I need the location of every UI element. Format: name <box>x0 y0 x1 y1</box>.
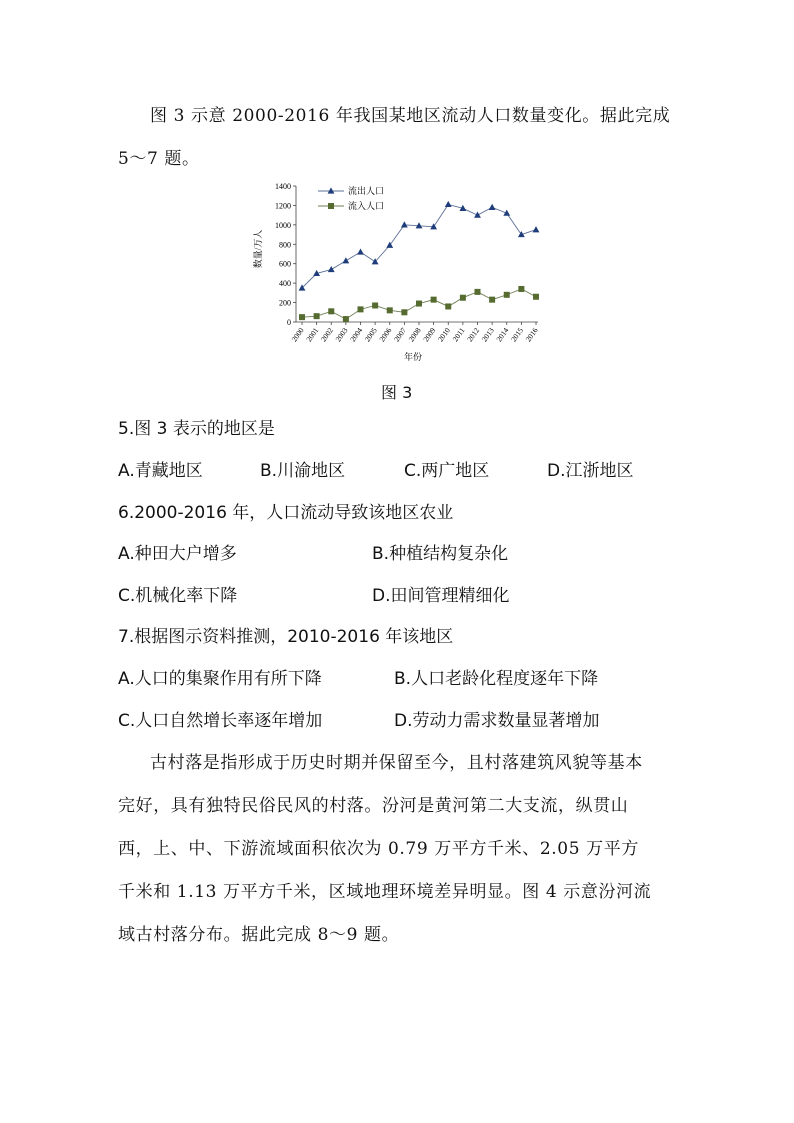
x-tick-label: 2013 <box>479 325 496 344</box>
outflow-point <box>328 266 335 272</box>
q6-option-a[interactable]: A.种田大户增多 <box>118 544 237 564</box>
intro2-line5: 域古村落分布。据此完成 8～9 题。 <box>118 925 400 945</box>
intro2-line2: 完好，具有独特民俗民风的村落。汾河是黄河第二大支流，纵贯山 <box>118 796 629 816</box>
x-tick-label: 2010 <box>435 325 452 344</box>
question-5-stem: 5.图 3 表示的地区是 <box>118 419 275 439</box>
inflow-point <box>416 301 422 307</box>
q6-option-b[interactable]: B.种植结构复杂化 <box>372 544 509 564</box>
y-tick-label: 0 <box>287 318 291 327</box>
legend-square-icon <box>328 203 334 209</box>
inflow-point <box>372 302 378 308</box>
x-tick-label: 2002 <box>318 325 335 344</box>
inflow-point <box>328 308 334 314</box>
inflow-point <box>343 316 349 322</box>
inflow-point <box>504 292 510 298</box>
intro1-line1: 图 3 示意 2000-2016 年我国某地区流动人口数量变化。据此完成 <box>150 106 671 126</box>
y-tick-label: 200 <box>279 298 291 308</box>
x-tick-label: 2003 <box>333 325 350 344</box>
q7-option-a[interactable]: A.人口的集聚作用有所下降 <box>118 669 322 689</box>
inflow-point <box>431 297 437 303</box>
inflow-point <box>387 307 393 313</box>
x-tick-label: 2009 <box>421 325 438 344</box>
x-tick-label: 2008 <box>406 325 423 344</box>
x-tick-label: 2011 <box>450 325 467 344</box>
q5-option-b[interactable]: B.川渝地区 <box>260 461 346 481</box>
inflow-point <box>314 313 320 319</box>
x-tick-label: 2005 <box>362 325 379 344</box>
outflow-point <box>342 257 349 263</box>
intro2-line4: 千米和 1.13 万平方千米，区域地理环境差异明显。图 4 示意汾河流 <box>118 882 652 902</box>
y-tick-label: 800 <box>279 240 291 250</box>
intro2-line1: 古村落是指形成于历史时期并保留至今，且村落建筑风貌等基本 <box>150 753 643 773</box>
outflow-point <box>533 226 540 232</box>
inflow-point <box>358 306 364 312</box>
population-flow-chart <box>248 176 548 368</box>
q6-option-c[interactable]: C.机械化率下降 <box>118 586 238 606</box>
q7-option-b[interactable]: B.人口老龄化程度逐年下降 <box>394 669 599 689</box>
x-tick-label: 2012 <box>465 325 482 344</box>
inflow-point <box>299 314 305 320</box>
legend-label: 流入人口 <box>348 201 385 211</box>
inflow-point <box>475 289 481 295</box>
x-tick-label: 2001 <box>304 325 321 344</box>
inflow-point <box>518 286 524 292</box>
y-tick-label: 1400 <box>275 182 291 191</box>
series-line-outflow <box>302 204 536 288</box>
q6-option-d[interactable]: D.田间管理精细化 <box>372 586 510 606</box>
legend-label: 流出人口 <box>348 186 385 196</box>
outflow-point <box>401 221 408 227</box>
outflow-point <box>489 204 496 210</box>
inflow-point <box>401 309 407 315</box>
q5-option-a[interactable]: A.青藏地区 <box>118 461 203 481</box>
outflow-point <box>474 212 481 218</box>
x-tick-label: 2014 <box>494 325 511 344</box>
x-tick-label: 2004 <box>348 325 365 344</box>
q7-option-d[interactable]: D.劳动力需求数量显著增加 <box>394 711 600 731</box>
y-axis-label: 数量/万人 <box>253 229 263 269</box>
x-tick-label: 2016 <box>523 325 540 344</box>
figure-caption: 图 3 <box>381 383 413 402</box>
inflow-point <box>533 294 539 300</box>
y-tick-labels <box>275 182 296 327</box>
inflow-point <box>460 295 466 301</box>
legend-triangle-icon <box>328 187 335 193</box>
intro2-line3: 西，上、中、下游流域面积依次为 0.79 万平方千米、2.05 万平方 <box>118 839 639 859</box>
y-tick-label: 400 <box>279 279 291 289</box>
outflow-point <box>445 201 452 207</box>
question-7-stem: 7.根据图示资料推测，2010-2016 年该地区 <box>118 627 454 647</box>
inflow-point <box>489 297 495 303</box>
x-tick-label: 2015 <box>509 325 526 344</box>
inflow-point <box>445 303 451 309</box>
q7-option-c[interactable]: C.人口自然增长率逐年增加 <box>118 711 323 731</box>
outflow-point <box>357 248 364 254</box>
chart-series <box>299 201 540 322</box>
x-tick-labels <box>290 322 540 343</box>
chart-legend <box>318 185 384 211</box>
intro1-line2: 5～7 题。 <box>118 149 200 169</box>
y-tick-label: 1000 <box>275 220 291 230</box>
x-tick-label: 2000 <box>289 325 306 344</box>
x-axis-label: 年份 <box>403 352 423 362</box>
q5-option-c[interactable]: C.两广地区 <box>404 461 490 481</box>
y-tick-label: 1200 <box>275 201 291 211</box>
q5-option-d[interactable]: D.江浙地区 <box>547 461 634 481</box>
x-tick-label: 2006 <box>377 325 394 344</box>
question-6-stem: 6.2000-2016 年，人口流动导致该地区农业 <box>118 503 454 523</box>
y-tick-label: 600 <box>279 259 291 269</box>
x-tick-label: 2007 <box>392 325 409 344</box>
